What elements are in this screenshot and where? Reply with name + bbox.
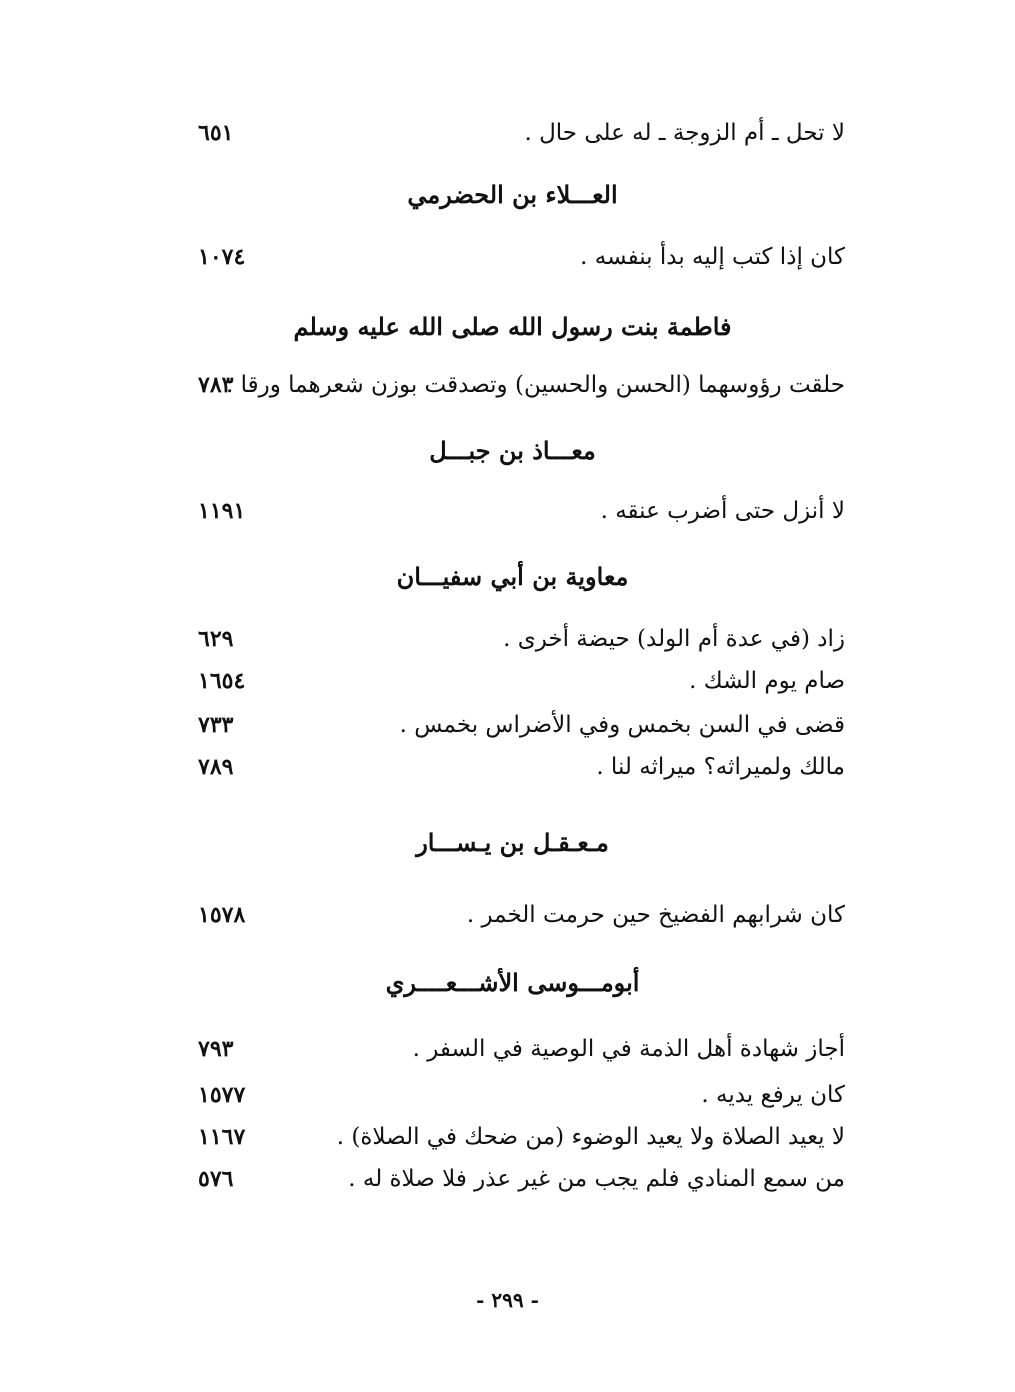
entry-reference-number: ٧٨٩	[198, 754, 234, 780]
entry-text: صام يوم الشك .	[689, 668, 845, 694]
section-heading: أبومـــوسى الأشـــعــــري	[385, 968, 640, 997]
index-entry	[180, 366, 845, 410]
entry-text: حلقت رؤوسهما (الحسن والحسين) وتصدقت بوزن شعرهما ورقا .	[226, 372, 845, 398]
entry-text: من سمع المنادي فلم يجب من غير عذر فلا صلاة له .	[348, 1166, 845, 1192]
section-heading: العـــلاء بن الحضرمي	[407, 180, 618, 209]
page-number: - ٢٩٩ -	[476, 1288, 539, 1312]
index-entry	[180, 620, 845, 664]
index-entry	[180, 706, 845, 750]
entry-text: مالك ولميراثه؟ ميراثه لنا .	[596, 754, 845, 780]
entry-text: لا أنزل حتى أضرب عنقه .	[600, 498, 845, 524]
entry-reference-number: ٧٨٣	[198, 372, 234, 398]
entry-text: كان إذا كتب إليه بدأ بنفسه .	[580, 244, 845, 270]
entry-text: زاد (في عدة أم الولد) حيضة أخرى .	[503, 626, 845, 652]
index-entry	[180, 1076, 845, 1120]
entry-reference-number: ٦٢٩	[198, 626, 234, 652]
entry-reference-number: ١١٩١	[198, 498, 246, 524]
entry-reference-number: ٧٣٣	[198, 712, 234, 738]
entry-text: أجاز شهادة أهل الذمة في الوصية في السفر .	[412, 1036, 845, 1062]
index-entry	[180, 748, 845, 792]
index-entry	[180, 662, 845, 706]
entry-reference-number: ١٦٥٤	[198, 668, 246, 694]
index-entry	[180, 238, 845, 282]
section-heading: معاوية بن أبي سفيـــان	[396, 562, 629, 591]
entry-text: كان يرفع يديه .	[701, 1082, 845, 1108]
index-entry	[180, 492, 845, 536]
entry-text: قضى في السن بخمس وفي الأضراس بخمس .	[399, 712, 845, 738]
entry-reference-number: ١٥٧٧	[198, 1082, 246, 1108]
entry-text: لا تحل ـ أم الزوجة ـ له على حال .	[524, 120, 845, 146]
index-entry	[180, 1030, 845, 1074]
section-heading: مـعـقـل بن يـســـار	[416, 828, 609, 857]
entry-text: لا يعيد الصلاة ولا يعيد الوضوء (من ضحك في الصلاة) .	[336, 1124, 845, 1150]
entry-reference-number: ١٥٧٨	[198, 902, 246, 928]
entry-reference-number: ٧٩٣	[198, 1036, 234, 1062]
entry-reference-number: ٦٥١	[198, 120, 234, 146]
entry-reference-number: ٥٧٦	[198, 1166, 234, 1192]
index-entry	[180, 1160, 845, 1204]
section-heading: معـــاذ بن جبـــل	[429, 436, 596, 465]
section-heading: فاطمة بنت رسول الله صلى الله عليه وسلم	[293, 312, 732, 341]
index-entry	[180, 1118, 845, 1162]
entry-reference-number: ١٠٧٤	[198, 244, 246, 270]
entry-text: كان شرابهم الفضيخ حين حرمت الخمر .	[466, 902, 845, 928]
index-entry	[180, 896, 845, 940]
index-entry	[180, 114, 845, 158]
entry-reference-number: ١١٦٧	[198, 1124, 246, 1150]
